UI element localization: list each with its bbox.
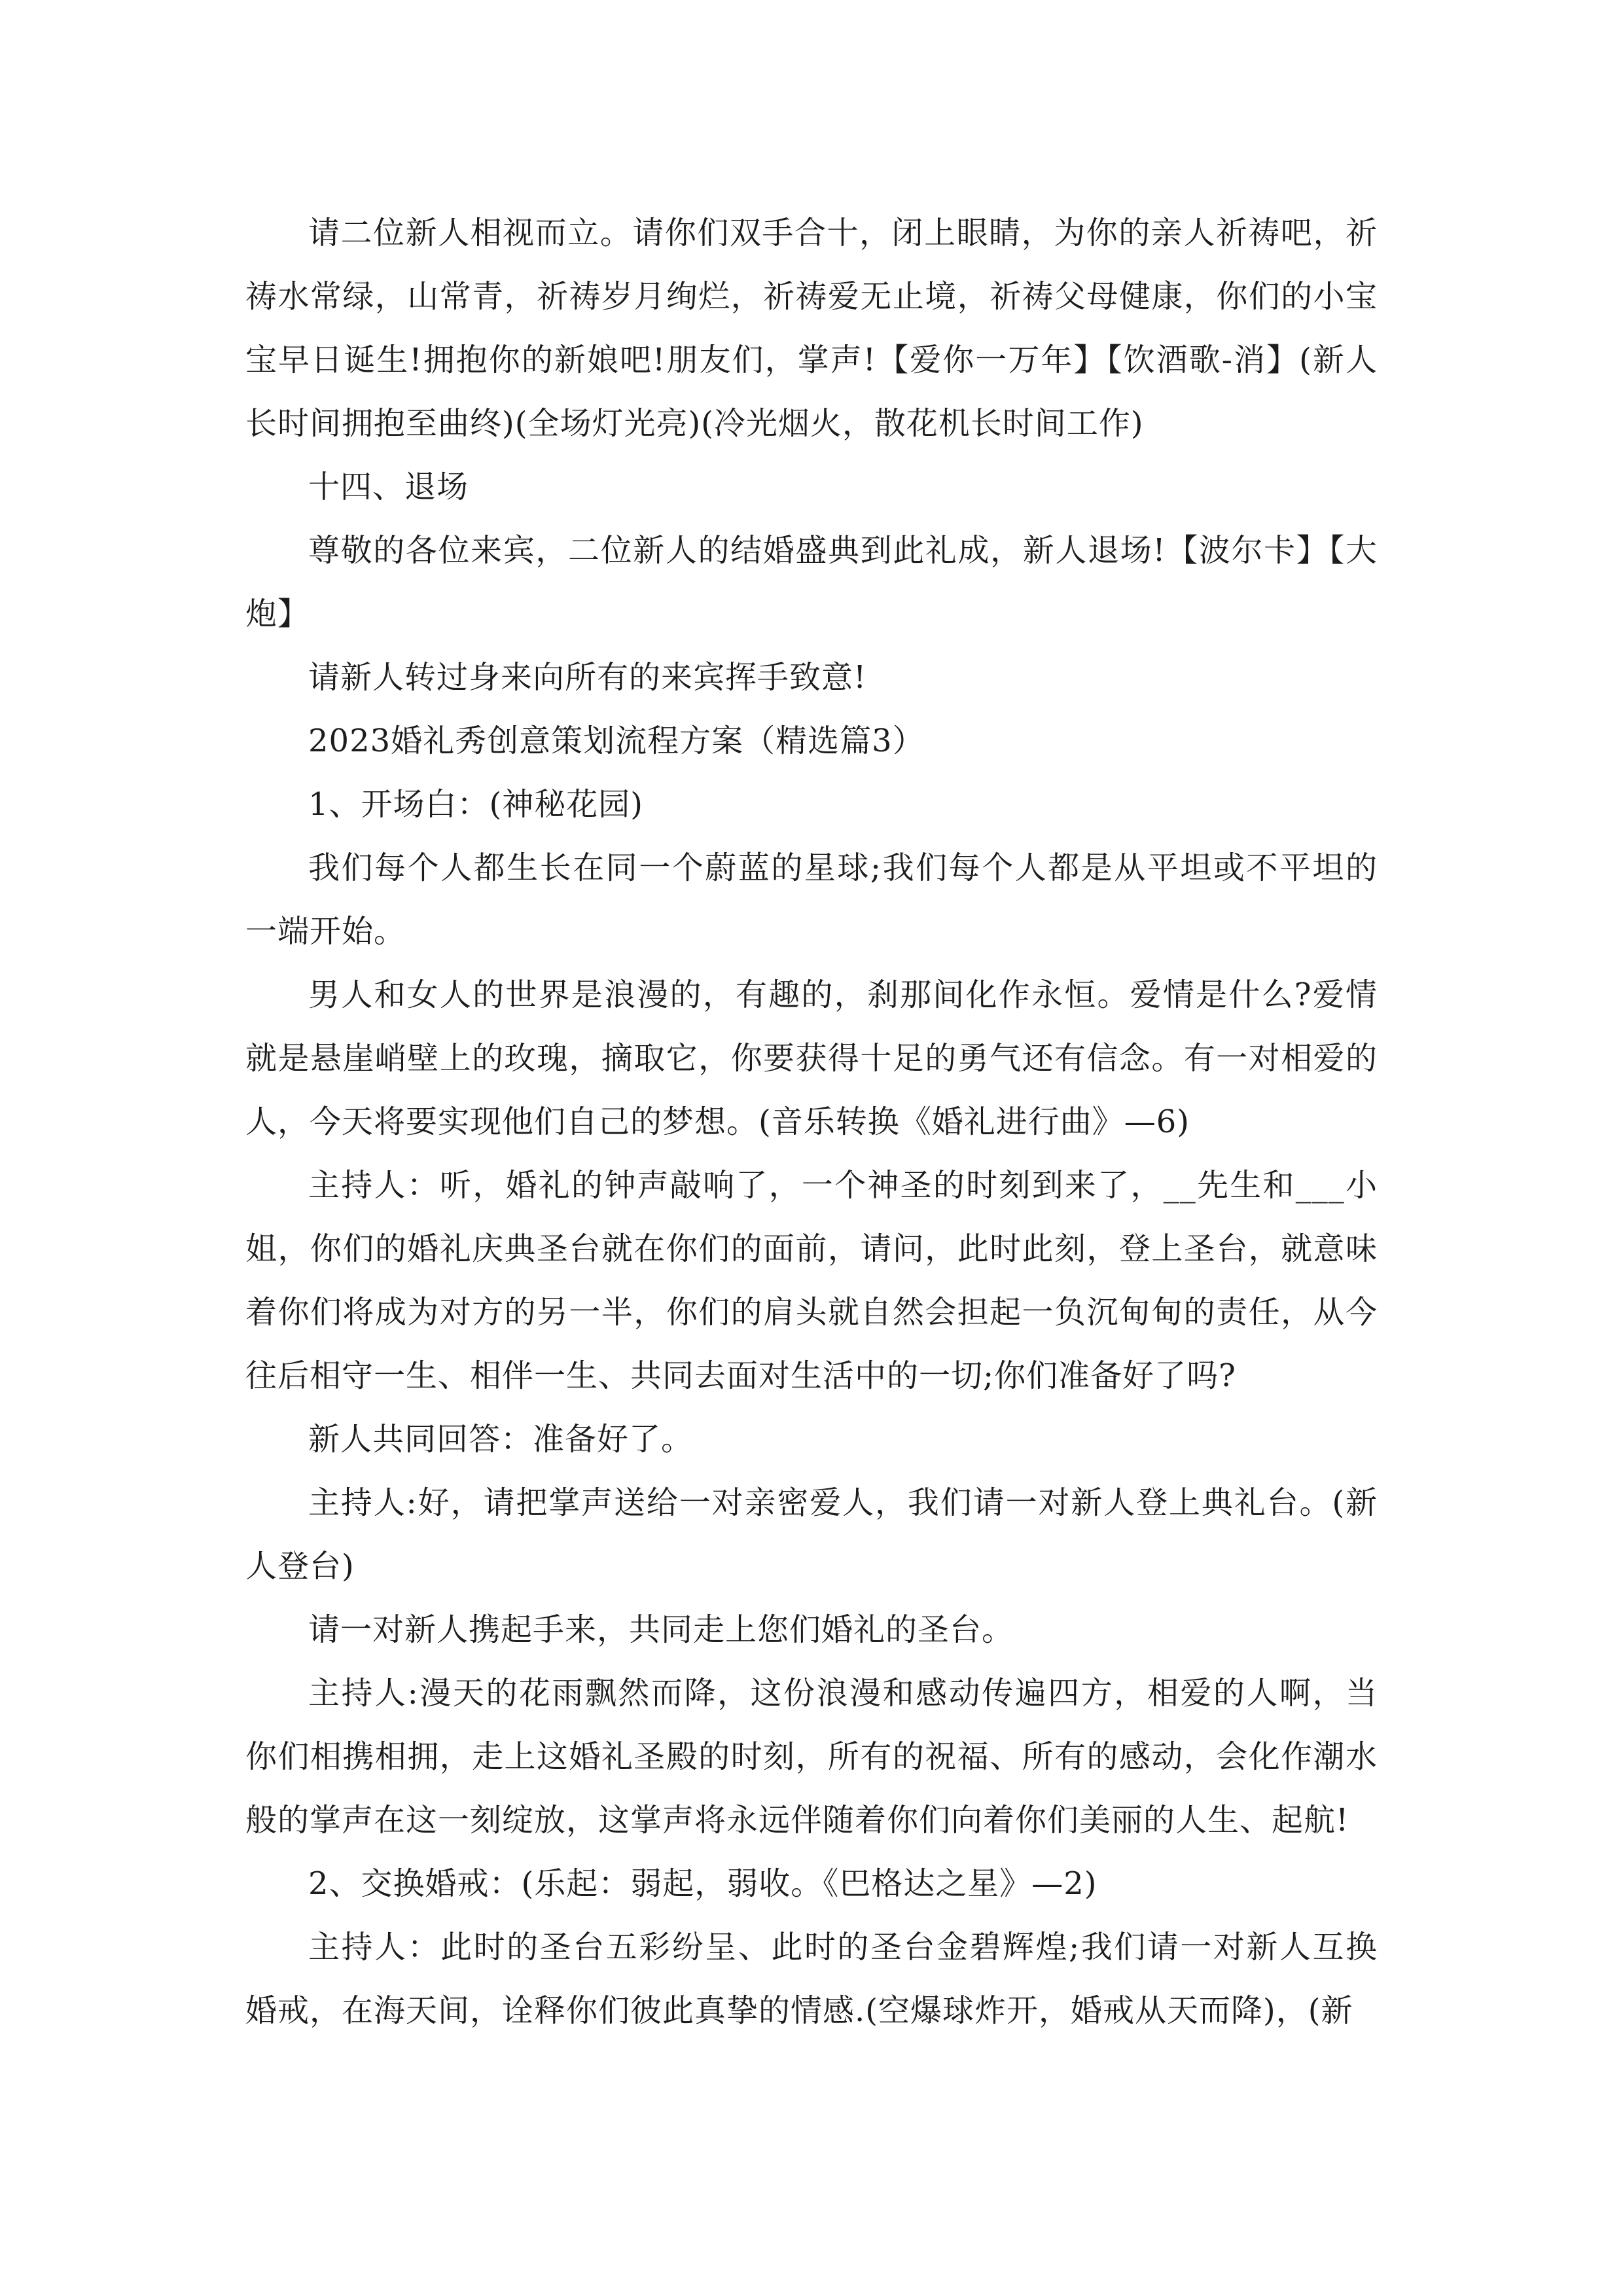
- paragraph: 请新人转过身来向所有的来宾挥手致意!: [308, 659, 867, 696]
- paragraph: 我们每个人都生长在同一个蔚蓝的星球;我们每个人都是从平坦或不平坦的一端开始。: [245, 850, 1378, 950]
- paragraph: 主持人:好，请把掌声送给一对亲密爱人，我们请一对新人登上典礼台。(新人登台): [245, 1484, 1378, 1585]
- paragraph: 请二位新人相视而立。请你们双手合十，闭上眼睛，为你的亲人祈祷吧，祈祷水常绿，山常青，祈祷岁月绚烂，祈祷爱无止境，祈祷父母健康，你们的小宝宝早日诞生!拥抱你的新娘吧!朋友们，掌声!【爱你一万年】【饮酒歌-消】(新人长时间拥抱至曲终)(全场灯光亮)(冷光烟火，散花机长时间工作): [245, 215, 1378, 442]
- paragraph: 主持人：此时的圣台五彩纷呈、此时的圣台金碧辉煌;我们请一对新人互换婚戒，在海天间，诠释你们彼此真挚的情感.(空爆球炸开，婚戒从天而降)，(新: [245, 1929, 1378, 2029]
- section-heading: 十四、退场: [308, 469, 469, 505]
- document-page: [245, 202, 1378, 2043]
- paragraph: 主持人：听，婚礼的钟声敲响了，一个神圣的时刻到来了，__先生和___小姐，你们的婚礼庆典圣台就在你们的面前，请问，此时此刻，登上圣台，就意味着你们将成为对方的另一半，你们的肩头就自然会担起一负沉甸甸的责任，从今往后相守一生、相伴一生、共同去面对生活中的一切;你们准备好了吗?: [245, 1167, 1378, 1394]
- paragraph: 主持人:漫天的花雨飘然而降，这份浪漫和感动传遍四方，相爱的人啊，当你们相携相拥，走上这婚礼圣殿的时刻，所有的祝福、所有的感动，会化作潮水般的掌声在这一刻绽放，这掌声将永远伴随着你们向着你们美丽的人生、起航!: [245, 1675, 1378, 1839]
- paragraph: 请一对新人携起手来，共同走上您们婚礼的圣台。: [308, 1611, 1014, 1648]
- paragraph: 尊敬的各位来宾，二位新人的结婚盛典到此礼成，新人退场!【波尔卡】【大炮】: [245, 532, 1378, 632]
- section-heading: 2、交换婚戒：(乐起：弱起，弱收。《巴格达之星》—2): [308, 1865, 1097, 1902]
- paragraph: 新人共同回答：准备好了。: [308, 1421, 694, 1458]
- paragraph: 男人和女人的世界是浪漫的，有趣的，刹那间化作永恒。爱情是什么?爱情就是悬崖峭壁上的玫瑰，摘取它，你要获得十足的勇气还有信念。有一对相爱的人，今天将要实现他们自己的梦想。(音乐转换《婚礼进行曲》—6): [245, 977, 1378, 1140]
- document-title: 2023婚礼秀创意策划流程方案（精选篇3）: [308, 723, 925, 759]
- section-heading: 1、开场白：(神秘花园): [308, 786, 643, 823]
